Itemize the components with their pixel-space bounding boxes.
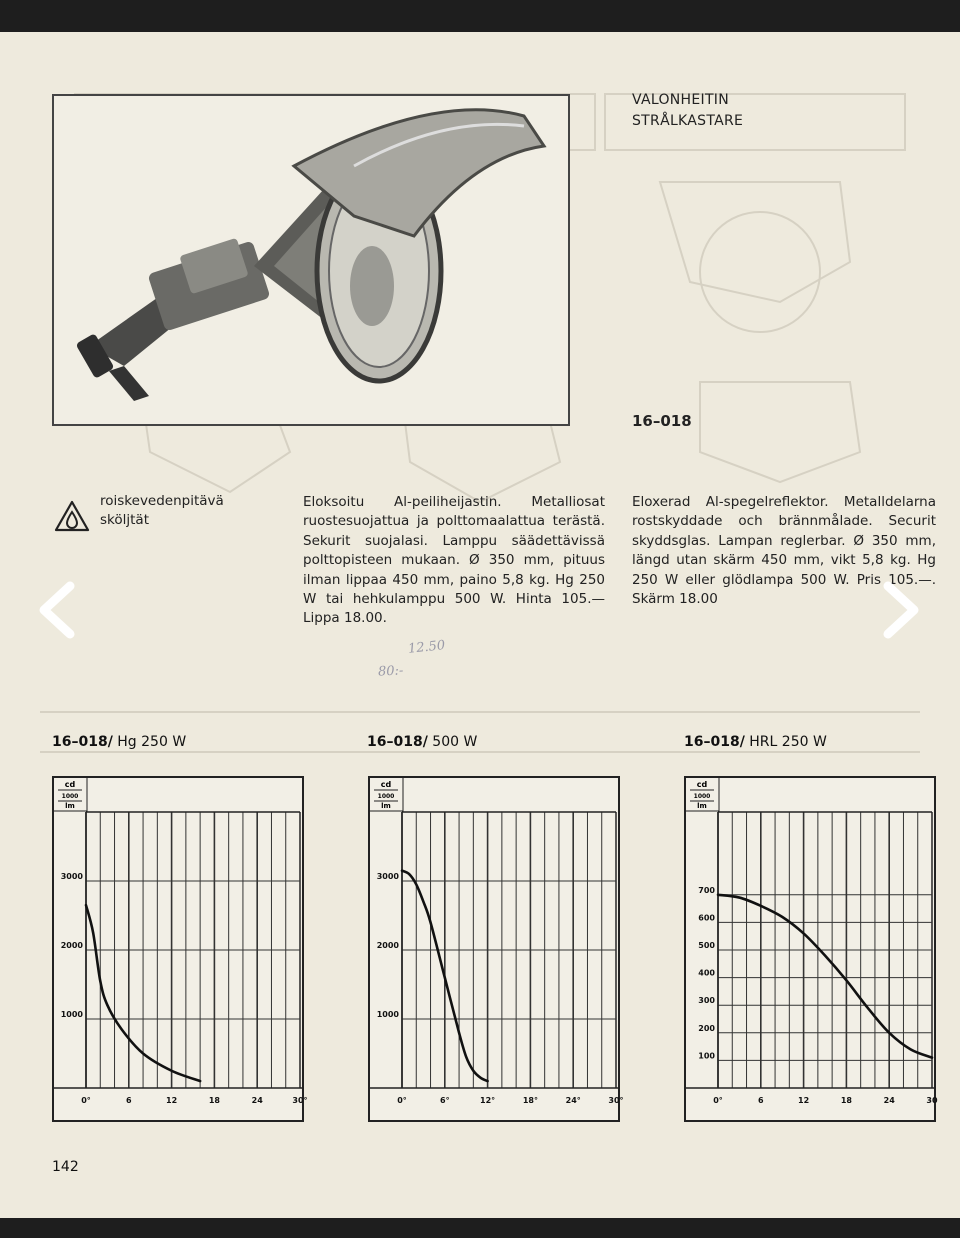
curve-point (458, 1032, 460, 1034)
y-tick-label: 300 (698, 996, 715, 1006)
unit-label-mid: 1000 (61, 793, 79, 800)
handwritten-price-1: 12.50 (407, 638, 446, 657)
curve-point (171, 1070, 173, 1072)
chart-3-title-code: 16–018/ (684, 734, 745, 750)
curve-point (803, 933, 805, 935)
curve-point (931, 1057, 933, 1059)
curve-point (465, 1056, 467, 1058)
y-tick-label: 3000 (60, 872, 83, 881)
x-tick-label: 6 (126, 1096, 132, 1105)
chart-frame (685, 777, 935, 1121)
description-finnish: Eloksoitu Al-peiliheijastin. Metalliosat ruostesuojattua ja polttomaalattua terästä. Sekurit suojalasi. Lamppu säädettävissä polttopisteen mukaan. Ø 350 mm, pituus ilman lippaa 450 mm, paino 5,8 kg. Hg 250 W tai hehkulamppu 500 W. Hinta 105.— Lippa 18.00. (303, 494, 605, 627)
x-tick-label: 0° (713, 1096, 723, 1105)
x-tick-label: 12° (480, 1096, 496, 1105)
x-tick-label: 30 (926, 1096, 938, 1105)
chart-hg-250w (52, 776, 308, 1122)
curve-point (824, 955, 826, 957)
y-tick-label: 2000 (376, 941, 399, 950)
curve-point (142, 1053, 144, 1055)
x-tick-label: 18° (522, 1096, 538, 1105)
curve-point (760, 905, 762, 907)
curve-point (888, 1032, 890, 1034)
chart-2-title-lamp: 500 W (432, 734, 478, 750)
product-heading (632, 90, 743, 132)
curve-point (423, 901, 425, 903)
y-tick-label: 400 (698, 968, 715, 978)
y-tick-label: 3000 (376, 872, 399, 881)
floodlight-illustration (54, 96, 568, 424)
chart-3-title (684, 734, 827, 750)
x-tick-label: 0° (81, 1096, 91, 1105)
curve-point (401, 870, 403, 872)
unit-label-top: cd (380, 780, 392, 789)
curve-point (408, 873, 410, 875)
chart-frame (369, 777, 619, 1121)
chart-1-title-lamp: Hg 250 W (117, 734, 187, 750)
unit-label-bottom: lm (65, 802, 75, 810)
curve-point (199, 1080, 201, 1082)
x-tick-label: 6 (758, 1096, 764, 1105)
x-tick-label: 18 (840, 1096, 852, 1105)
x-tick-label: 6° (440, 1096, 450, 1105)
y-tick-label: 700 (698, 885, 715, 895)
y-tick-label: 200 (698, 1023, 715, 1033)
curve-point (430, 922, 432, 924)
chart-3-title-lamp: HRL 250 W (749, 734, 827, 750)
x-tick-label: 12 (166, 1096, 178, 1105)
y-tick-label: 500 (698, 941, 715, 950)
viewer-bottom-bar (0, 1218, 960, 1238)
chart-frame (53, 777, 303, 1121)
curve-point (739, 897, 741, 899)
curve-point (92, 932, 94, 934)
product-code: 16–018 (632, 412, 692, 430)
page-number: 142 (52, 1159, 79, 1175)
y-tick-label: 1000 (60, 1010, 83, 1019)
curve-point (781, 916, 783, 918)
curve-point (107, 1004, 109, 1006)
chart-1-title (52, 734, 186, 750)
y-tick-label: 100 (698, 1051, 715, 1061)
curve-point (480, 1077, 482, 1079)
warning-text-swedish: sköljtät (100, 512, 149, 528)
previous-page-button[interactable] (32, 580, 82, 640)
curve-point (85, 904, 87, 906)
unit-label-bottom: lm (381, 802, 391, 810)
chevron-left-icon (32, 580, 82, 640)
chart-hrl-250w (684, 776, 936, 1122)
curve-point (473, 1070, 475, 1072)
y-tick-label: 600 (698, 913, 715, 923)
x-tick-label: 30° (608, 1096, 624, 1105)
splash-proof-warning-icon (54, 500, 90, 532)
curve-point (121, 1029, 123, 1031)
curve-point (717, 894, 719, 896)
x-tick-label: 18 (208, 1096, 220, 1105)
x-tick-label: 0° (397, 1096, 407, 1105)
curve-point (846, 980, 848, 982)
x-tick-label: 24° (565, 1096, 581, 1105)
curve-point (910, 1049, 912, 1051)
unit-label-bottom: lm (697, 802, 707, 810)
chart-2-title-code: 16–018/ (367, 734, 428, 750)
handwritten-price-2: 80:- (377, 663, 404, 680)
x-tick-label: 24 (883, 1096, 895, 1105)
x-tick-label: 12 (798, 1096, 810, 1105)
unit-label-top: cd (696, 780, 708, 789)
viewer-top-bar (0, 0, 960, 32)
chevron-right-icon (876, 580, 926, 640)
product-photo-frame (52, 94, 570, 426)
unit-label-top: cd (64, 780, 76, 789)
curve-point (99, 980, 101, 982)
warning-text-finnish: roiskevedenpitävä (100, 493, 224, 509)
next-page-button[interactable] (876, 580, 926, 640)
y-tick-label: 1000 (376, 1010, 399, 1019)
unit-label-mid: 1000 (377, 793, 395, 800)
heading-finnish: VALONHEITIN (632, 92, 730, 108)
heading-swedish: STRÅLKASTARE (632, 113, 744, 129)
chart-1-title-code: 16–018/ (52, 734, 113, 750)
description-swedish: Eloxerad Al-spegelreflektor. Metalldelarna rostskyddade och brännmålade. Securit skyddsglas. Lampan reglerbar. Ø 350 mm, längd utan skärm 450 mm, vikt 5,8 kg. Hg 250 W eller glödlampa 500 W. Pris 105.—. Skärm 18.00 (632, 494, 936, 608)
x-tick-label: 24 (251, 1096, 263, 1105)
curve-point (415, 884, 417, 886)
chart-500w (368, 776, 624, 1122)
curve-point (867, 1007, 869, 1009)
unit-label-mid: 1000 (693, 793, 711, 800)
y-tick-label: 2000 (60, 941, 83, 950)
chart-2-title (367, 734, 477, 750)
curve-point (487, 1080, 489, 1082)
curve-point (444, 977, 446, 979)
catalog-page (0, 32, 960, 1218)
x-tick-label: 30° (292, 1096, 308, 1105)
